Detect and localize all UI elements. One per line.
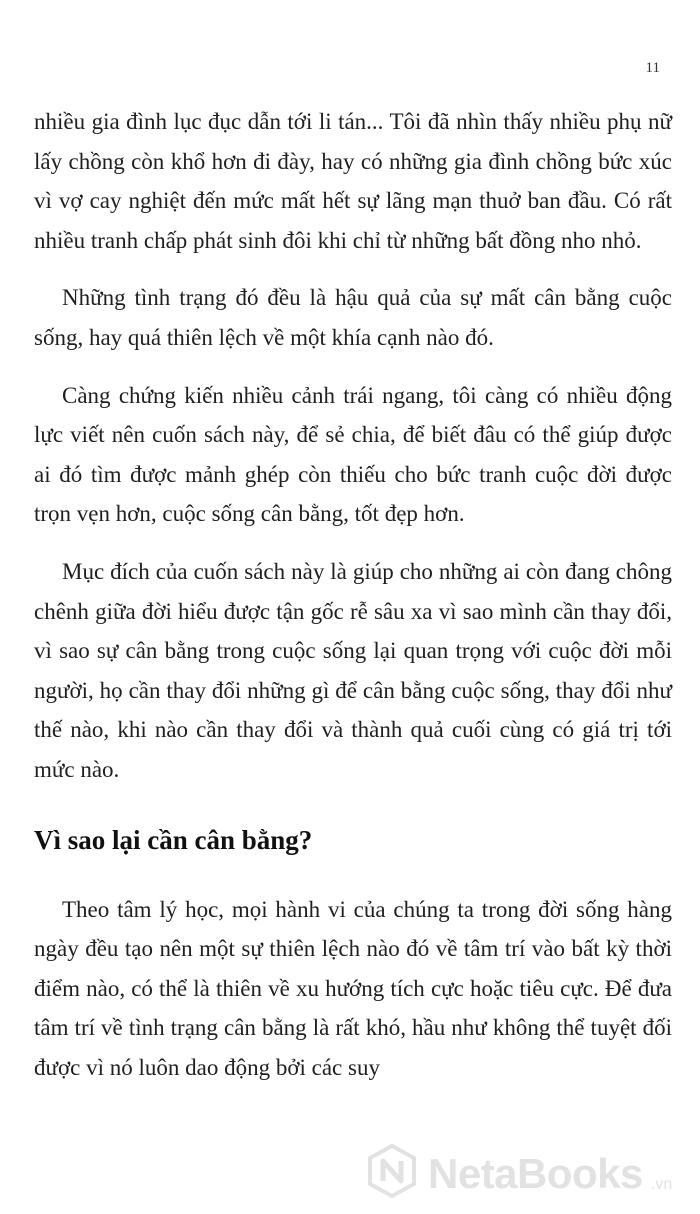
watermark xyxy=(364,1143,672,1204)
watermark-suffix: .vn xyxy=(650,1176,673,1193)
body-paragraph: Những tình trạng đó đều là hậu quả của sự mất cân bằng cuộc sống, hay quá thiên lệch về một khía cạnh nào đó. xyxy=(34,285,672,350)
body-paragraph: Càng chứng kiến nhiều cảnh trái ngang, tôi càng có nhiều động lực viết nên cuốn sách này, để sẻ chia, để biết đâu có thể giúp được ai đó tìm được mảnh ghép còn thiếu cho bức tranh cuộc đời được trọn vẹn hơn, cuộc sống cân bằng, tốt đẹp hơn. xyxy=(34,382,672,527)
body-paragraph: nhiều gia đình lục đục dẫn tới li tán... Tôi đã nhìn thấy nhiều phụ nữ lấy chồng còn khổ hơn đi đày, hay có những gia đình chồng bức xúc vì vợ cay nghiệt đến mức mất hết sự lãng mạn thuở ban đầu. Có rất nhiều tranh chấp phát sinh đôi khi chỉ từ những bất đồng nho nhỏ. xyxy=(34,109,672,253)
body-paragraph: Mục đích của cuốn sách này là giúp cho những ai còn đang chông chênh giữa đời hiểu được tận gốc rễ sâu xa vì sao mình cần thay đổi, vì sao sự cân bằng trong cuộc sống lại quan trọng với cuộc đời mỗi người, họ cần thay đổi những gì để cân bằng cuộc sống, thay đổi như thế nào, khi nào cần thay đổi và thành quả cuối cùng có giá trị tới mức nào. xyxy=(34,558,672,782)
netabooks-logo-icon xyxy=(364,1143,420,1204)
section-heading: Vì sao lại cần cân bằng? xyxy=(34,824,313,855)
page-content xyxy=(34,102,672,1087)
body-paragraph: Theo tâm lý học, mọi hành vi của chúng ta trong đời sống hàng ngày đều tạo nên một sự thiên lệch nào đó về tâm trí vào bất kỳ thời điểm nào, có thể là thiên về xu hướng tích cực hoặc tiêu cực. Để đưa tâm trí về tình trạng cân bằng là rất khó, hầu như không thể tuyệt đối được vì nó luôn dao động bởi các suy xyxy=(34,896,672,1080)
page-number: 11 xyxy=(645,60,660,76)
watermark-text: NetaBooks xyxy=(428,1149,643,1197)
